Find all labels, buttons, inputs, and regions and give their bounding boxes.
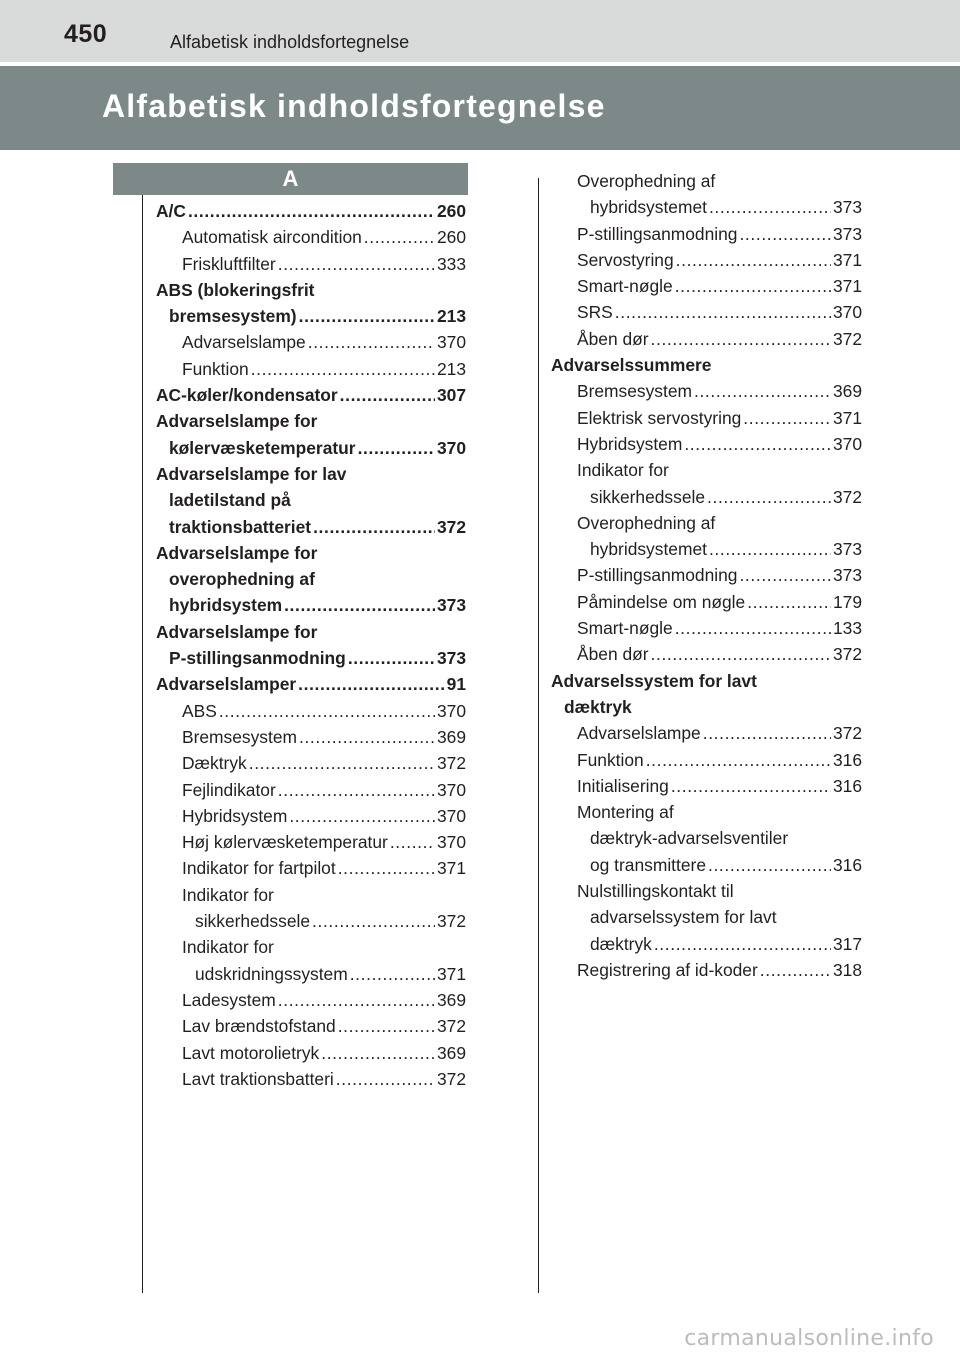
index-entry: [551, 299, 862, 325]
index-entry-page: 370: [436, 779, 466, 800]
index-entry-page: 370: [436, 805, 466, 826]
index-entry-page: 371: [832, 249, 862, 270]
index-entry-label: Indikator for fartpilot: [182, 858, 336, 879]
index-entry-label: Advarselslamper: [156, 674, 297, 695]
index-entry-page: 372: [832, 328, 862, 349]
index-entry-label: Friskluftfilter: [182, 253, 276, 274]
index-entry: [156, 777, 466, 803]
index-entry-label: ABS: [182, 700, 217, 721]
index-entry-page: 373: [436, 595, 466, 616]
index-entry: [156, 987, 466, 1013]
index-entry-label: Smart-nøgle: [577, 276, 673, 297]
left-column-rule: [142, 195, 143, 1293]
index-entry-page: 316: [832, 749, 862, 770]
index-entry-page: 260: [436, 227, 466, 248]
dot-leader: [358, 435, 435, 461]
index-entry-page: 369: [436, 989, 466, 1010]
index-entry-label: dæktryk-advarselsventiler: [590, 828, 789, 849]
dot-leader: [278, 987, 435, 1013]
index-entry-label: Initialisering: [577, 775, 669, 796]
index-entry: [551, 615, 862, 641]
watermark: carmanualsonline.info: [684, 1326, 934, 1351]
dot-leader: [278, 251, 435, 277]
index-entry: [156, 382, 466, 408]
index-entry: [156, 855, 466, 881]
index-entry: [551, 431, 862, 457]
index-entry-label: Montering af: [577, 802, 674, 823]
dot-leader: [703, 720, 831, 746]
index-entry: [156, 329, 466, 355]
index-entry-page: 372: [436, 1016, 466, 1037]
index-entry-page: 333: [436, 253, 466, 274]
dot-leader: [364, 224, 435, 250]
dot-leader: [709, 194, 831, 220]
index-entry-label: Høj kølervæsketemperatur: [182, 832, 388, 853]
index-entry-label: SRS: [577, 302, 613, 323]
dot-leader: [278, 777, 435, 803]
index-entry-page: 371: [436, 858, 466, 879]
index-entry: [551, 378, 862, 404]
index-entry: [551, 641, 862, 667]
index-entry-page: 372: [832, 723, 862, 744]
dot-leader: [338, 855, 435, 881]
index-entry-page: 370: [832, 302, 862, 323]
dot-leader: [676, 247, 831, 273]
index-entry: [551, 168, 862, 194]
index-entry-label: Lavt traktionsbatteri: [182, 1068, 334, 1089]
index-entry-label: overophedning af: [169, 569, 315, 590]
index-entry-label: advarselssystem for lavt: [590, 907, 777, 928]
index-entry-page: 370: [436, 332, 466, 353]
index-entry: [156, 356, 466, 382]
index-entry: [156, 619, 466, 645]
index-entry: [551, 694, 862, 720]
index-entry-label: og transmittere: [590, 854, 706, 875]
index-entry: [156, 224, 466, 250]
dot-leader: [313, 514, 435, 540]
index-entry: [551, 510, 862, 536]
index-entry-label: Åben dør: [577, 644, 649, 665]
index-entry: [156, 408, 466, 434]
index-entry-label: bremsesystem): [169, 306, 297, 327]
index-entry: [551, 457, 862, 483]
index-entry-page: 370: [436, 437, 466, 458]
index-entry-label: Bremsesystem: [182, 726, 297, 747]
dot-leader: [390, 829, 435, 855]
dot-leader: [249, 750, 435, 776]
index-entry: [551, 536, 862, 562]
index-entry: [551, 931, 862, 957]
index-entry: [156, 750, 466, 776]
dot-leader: [338, 1013, 435, 1039]
index-entry-label: ladetilstand på: [169, 490, 291, 511]
index-entry: [156, 803, 466, 829]
dot-leader: [219, 698, 435, 724]
index-entry: [156, 198, 466, 224]
dot-leader: [615, 299, 831, 325]
index-entry-page: 91: [446, 674, 466, 695]
index-entry: [551, 799, 862, 825]
index-entry: [551, 668, 862, 694]
index-entry-page: 373: [832, 539, 862, 560]
index-entry: [156, 277, 466, 303]
dot-leader: [684, 431, 831, 457]
index-entry-label: Overophedning af: [577, 512, 716, 533]
dot-leader: [336, 1066, 435, 1092]
index-entry-label: Påmindelse om nøgle: [577, 591, 746, 612]
index-entry-label: sikkerhedssele: [590, 486, 706, 507]
index-entry-label: Smart-nøgle: [577, 618, 673, 639]
index-entry-label: P-stillingsanmodning: [169, 648, 346, 669]
index-entry-label: Advarselssummere: [551, 355, 712, 376]
index-entry: [551, 852, 862, 878]
page-number: 450: [64, 20, 108, 48]
index-entry-page: 372: [436, 911, 466, 932]
dot-leader: [284, 592, 435, 618]
index-entry: [551, 484, 862, 510]
index-entry: [156, 829, 466, 855]
index-entry-page: 370: [436, 832, 466, 853]
index-entry-label: Advarselslampe for: [156, 621, 318, 642]
index-entry: [156, 303, 466, 329]
dot-leader: [739, 221, 831, 247]
dot-leader: [707, 484, 831, 510]
index-entry-label: Ladesystem: [182, 989, 276, 1010]
index-entry: [156, 671, 466, 697]
index-entry-page: 372: [832, 486, 862, 507]
section-letter-bar: [113, 163, 468, 195]
dot-leader: [299, 303, 435, 329]
index-entry-label: udskridningssystem: [195, 963, 348, 984]
index-entry: [156, 724, 466, 750]
index-entry-label: hybridsystem: [169, 595, 283, 616]
index-entry-label: Åben dør: [577, 328, 649, 349]
dot-leader: [675, 615, 831, 641]
index-entry-page: 370: [832, 433, 862, 454]
index-entry: [156, 514, 466, 540]
dot-leader: [321, 1040, 435, 1066]
index-entry-label: Hybridsystem: [577, 433, 683, 454]
dot-leader: [251, 356, 435, 382]
index-entry: [156, 461, 466, 487]
index-entry: [551, 773, 862, 799]
index-entry-page: 316: [832, 775, 862, 796]
index-entry-page: 372: [832, 644, 862, 665]
index-entry-label: hybridsystemet: [590, 197, 707, 218]
dot-leader: [760, 957, 831, 983]
dot-leader: [289, 803, 435, 829]
index-entry-page: 372: [436, 516, 466, 537]
index-entry-page: 370: [436, 700, 466, 721]
index-entry: [156, 487, 466, 513]
dot-leader: [654, 931, 831, 957]
index-entry-page: 369: [436, 1042, 466, 1063]
index-entry-label: Indikator for: [577, 460, 669, 481]
index-entry-page: 371: [832, 276, 862, 297]
index-entry: [156, 435, 466, 461]
index-entry-page: 317: [832, 933, 862, 954]
dot-leader: [651, 641, 831, 667]
index-entry: [551, 957, 862, 983]
index-entry: [551, 747, 862, 773]
index-entry: [156, 698, 466, 724]
index-entry: [156, 566, 466, 592]
index-entry-label: Advarselslampe: [577, 723, 701, 744]
index-entry-label: Bremsesystem: [577, 381, 692, 402]
index-entry-page: 371: [436, 963, 466, 984]
index-entry-label: Advarselslampe for: [156, 542, 318, 563]
dot-leader: [671, 773, 831, 799]
index-entry-label: Advarselslampe for lav: [156, 463, 347, 484]
index-entry-label: kølervæsketemperatur: [169, 437, 356, 458]
index-column-right: [551, 168, 862, 983]
index-entry: [156, 540, 466, 566]
index-entry-label: Funktion: [577, 749, 644, 770]
dot-leader: [709, 536, 831, 562]
index-entry-label: Funktion: [182, 358, 249, 379]
dot-leader: [651, 326, 831, 352]
dot-leader: [299, 724, 435, 750]
dot-leader: [747, 589, 831, 615]
middle-column-rule: [538, 178, 539, 1293]
index-entry-label: Lavt motorolietryk: [182, 1042, 320, 1063]
index-entry: [551, 904, 862, 930]
running-title: Alfabetisk indholdsfortegnelse: [170, 32, 410, 52]
dot-leader: [708, 852, 831, 878]
index-entry-label: Advarselslampe: [182, 332, 306, 353]
index-entry-page: 179: [832, 591, 862, 612]
index-entry-label: dæktryk: [590, 933, 652, 954]
index-entry: [156, 882, 466, 908]
dot-leader: [675, 273, 831, 299]
index-entry: [551, 326, 862, 352]
index-entry-label: Servostyring: [577, 249, 674, 270]
index-entry-page: 307: [436, 385, 466, 406]
index-entry-label: P-stillingsanmodning: [577, 223, 738, 244]
dot-leader: [646, 747, 831, 773]
index-entry: [156, 961, 466, 987]
dot-leader: [350, 961, 435, 987]
index-entry: [551, 562, 862, 588]
index-entry: [156, 908, 466, 934]
index-entry-label: Lav brændstofstand: [182, 1016, 336, 1037]
dot-leader: [340, 382, 435, 408]
index-entry-page: 373: [832, 223, 862, 244]
index-entry-label: AC-køler/kondensator: [156, 385, 338, 406]
index-entry-label: Indikator for: [182, 884, 274, 905]
index-entry-page: 369: [436, 726, 466, 747]
index-entry: [551, 720, 862, 746]
index-entry-label: Nulstillingskontakt til: [577, 881, 734, 902]
index-entry-label: P-stillingsanmodning: [577, 565, 738, 586]
index-column-left: [156, 198, 466, 1092]
index-entry: [156, 1066, 466, 1092]
index-entry-page: 213: [436, 306, 466, 327]
header-strip: [0, 0, 960, 62]
index-entry-page: 373: [832, 197, 862, 218]
index-entry-page: 318: [832, 959, 862, 980]
index-entry-label: sikkerhedssele: [195, 911, 311, 932]
dot-leader: [348, 645, 435, 671]
dot-leader: [694, 378, 831, 404]
index-entry-label: A/C: [156, 201, 186, 221]
index-entry: [551, 194, 862, 220]
section-letter: A: [282, 166, 299, 191]
index-entry: [551, 273, 862, 299]
index-entry-page: 316: [832, 854, 862, 875]
index-entry-page: 260: [436, 201, 466, 221]
index-entry: [156, 592, 466, 618]
dot-leader: [743, 405, 831, 431]
index-entry-label: Fejlindikator: [182, 779, 276, 800]
index-entry: [156, 645, 466, 671]
index-entry-label: Overophedning af: [577, 171, 716, 191]
dot-leader: [298, 671, 444, 697]
index-entry-label: traktionsbatteriet: [169, 516, 312, 537]
index-entry: [551, 405, 862, 431]
index-entry-label: dæktryk: [564, 696, 632, 717]
index-entry-label: Advarselssystem for lavt: [551, 670, 757, 691]
index-entry-label: ABS (blokeringsfrit: [156, 279, 315, 300]
page-title: Alfabetisk indholdsfortegnelse: [102, 88, 606, 124]
index-entry-label: hybridsystemet: [590, 539, 707, 560]
dot-leader: [308, 329, 435, 355]
index-entry-label: Indikator for: [182, 937, 274, 958]
index-entry-label: Dæktryk: [182, 753, 247, 774]
index-entry: [551, 589, 862, 615]
index-entry: [156, 251, 466, 277]
index-entry-label: Hybridsystem: [182, 805, 288, 826]
dot-leader: [312, 908, 435, 934]
index-entry-page: 372: [436, 1068, 466, 1089]
index-entry: [156, 934, 466, 960]
index-entry-page: 213: [436, 358, 466, 379]
index-entry-label: Advarselslampe for: [156, 411, 318, 432]
index-entry-page: 133: [832, 618, 862, 639]
dot-leader: [188, 198, 435, 224]
index-entry-page: 372: [436, 753, 466, 774]
index-entry-page: 373: [436, 648, 466, 669]
index-entry: [156, 1040, 466, 1066]
index-entry-page: 373: [832, 565, 862, 586]
index-entry-page: 371: [832, 407, 862, 428]
index-entry: [551, 221, 862, 247]
index-entry-label: Registrering af id-koder: [577, 959, 758, 980]
dot-leader: [739, 562, 831, 588]
index-entry-label: Automatisk aircondition: [182, 227, 362, 248]
index-entry: [551, 878, 862, 904]
index-entry-page: 369: [832, 381, 862, 402]
index-entry: [551, 825, 862, 851]
index-entry: [551, 247, 862, 273]
index-entry: [156, 1013, 466, 1039]
index-entry-label: Elektrisk servostyring: [577, 407, 742, 428]
index-entry: [551, 352, 862, 378]
